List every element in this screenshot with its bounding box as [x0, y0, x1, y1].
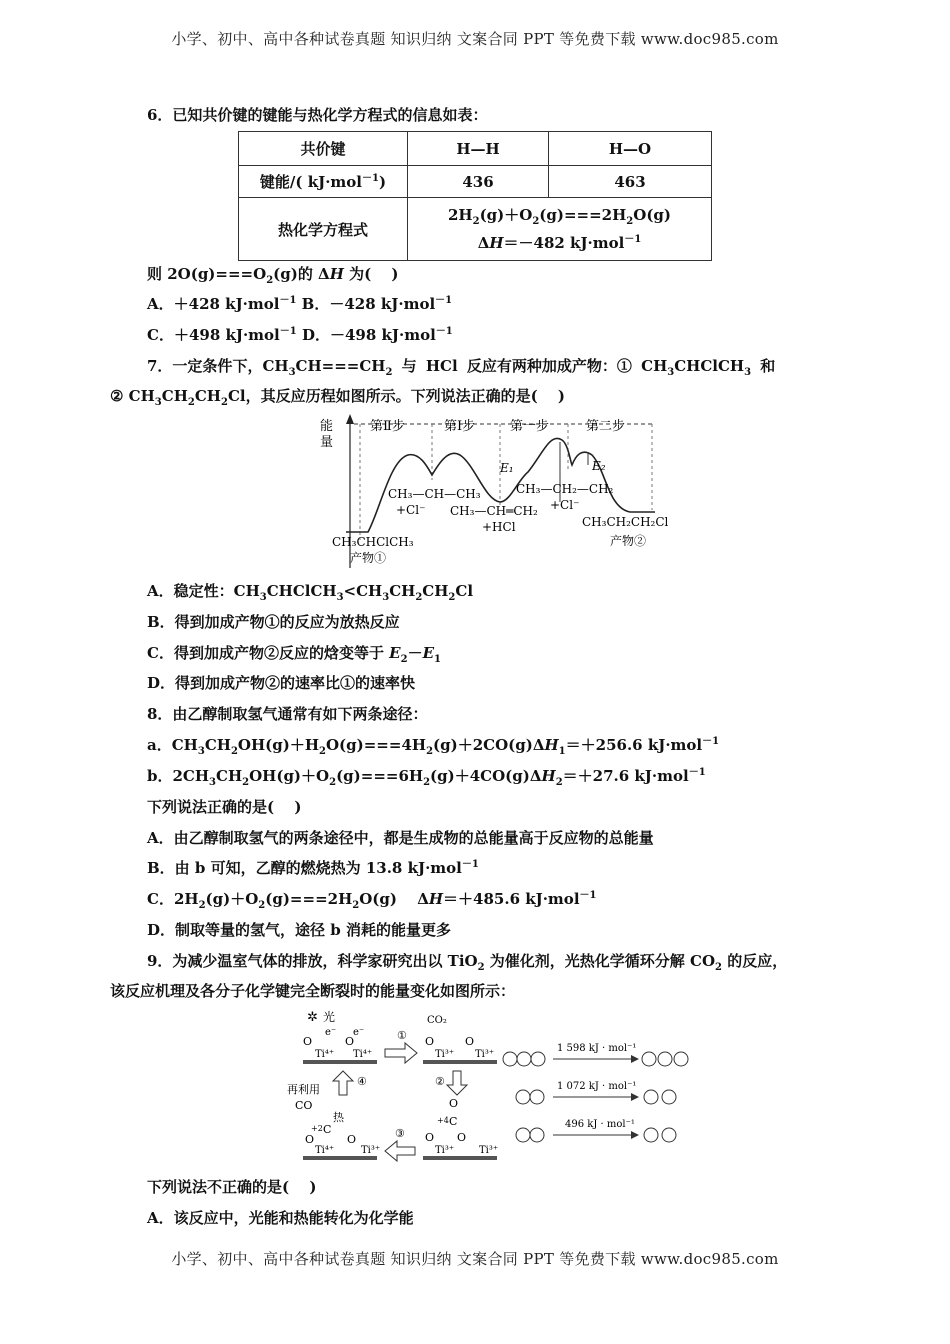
catalyst-surface-4	[303, 1156, 377, 1160]
y-axis-label-2: 量	[320, 435, 334, 450]
q7-option-a: A．稳定性：$CH_3CHClCH_3<CH_3CH_2CH_2Cl$	[147, 582, 474, 603]
step-label-1: 第Ⅰ步	[444, 419, 476, 434]
catalyst-surface-1	[303, 1060, 377, 1064]
y-axis-label-1: 能	[320, 419, 334, 434]
q7-option-c: C．得到加成产物②反应的焓变等于 $E_2-E_1$	[147, 644, 441, 665]
q8-equation-b: b．$2CH_3CH_2OH(g)+O_2(g)===6H_2(g)+4CO(g)\Delta H_2=+27.6$ kJ·mol$^{-1}$	[147, 767, 706, 788]
svg-text:496 kJ · mol⁻¹: 496 kJ · mol⁻¹	[565, 1119, 635, 1130]
heat-label: 热	[333, 1111, 344, 1124]
ti3-label-2: Ti³⁺	[475, 1049, 495, 1060]
ti3-label-1: Ti³⁺	[435, 1049, 455, 1060]
q8-option-a: A．由乙醇制取氢气的两条途径中，都是生成物的总能量高于反应物的总能量	[147, 829, 654, 847]
sun-icon: ✲	[307, 1010, 318, 1025]
step-3-label: ③	[395, 1127, 405, 1140]
electron-label-1: e⁻	[325, 1027, 337, 1038]
reuse-label: 再利用	[287, 1083, 320, 1096]
intermediate-1-cl: +Cl⁻	[396, 503, 426, 517]
product-2: CH₃CH₂CH₂Cl	[582, 515, 669, 529]
reactant: CH₃—CH═CH₂	[450, 504, 538, 518]
q9-question: 下列说法不正确的是( )	[147, 1178, 317, 1196]
svg-text:O: O	[345, 1035, 355, 1048]
catalyst-surface-2	[423, 1060, 497, 1064]
arrow-step-1	[385, 1043, 417, 1063]
ti3-label-3: Ti³⁺	[435, 1145, 455, 1156]
q6-options-ab: A．＋428 kJ·mol$^{-1}$ B．－428 kJ·mol$^{-1}$	[147, 295, 453, 313]
arrow-step-3	[385, 1141, 415, 1161]
svg-text:+2: +2	[311, 1124, 323, 1133]
table-cell-ho: 463	[549, 166, 712, 198]
co-label: CO	[295, 1099, 313, 1112]
svg-text:+4: +4	[437, 1116, 449, 1125]
step-1-label: ①	[397, 1029, 407, 1042]
q7-option-b: B．得到加成产物①的反应为放热反应	[147, 613, 400, 631]
svg-text:C: C	[449, 1115, 458, 1128]
ti4-label-3: Ti⁴⁺	[315, 1145, 335, 1156]
ti4-label-1: Ti⁴⁺	[315, 1049, 335, 1060]
q6-options-cd: C．＋498 kJ·mol$^{-1}$ D．－498 kJ·mol$^{-1}$	[147, 326, 453, 344]
q9-stem-line1: 9．为减少温室气体的排放，科学家研究出以 TiO$_2$ 为催化剂，光热化学循环分解 $CO_2$ 的反应，	[147, 952, 788, 973]
table-header-ho: H—O	[549, 132, 712, 166]
svg-text:O: O	[305, 1133, 315, 1146]
svg-text:O: O	[465, 1035, 475, 1048]
e2-label: E₂	[592, 459, 606, 473]
product-1: CH₃CHClCH₃	[332, 535, 414, 549]
table-row-energy-label: 键能/( kJ·mol$^{-1}$)	[239, 166, 408, 198]
step-4-label: ④	[357, 1075, 367, 1088]
reactant-hcl: +HCl	[482, 520, 516, 534]
svg-text:O: O	[425, 1035, 435, 1048]
product-2-label: 产物②	[610, 534, 647, 548]
co-bond-energy	[516, 1081, 676, 1104]
q7-option-d: D．得到加成产物②的速率比①的速率快	[147, 674, 416, 692]
ti3-label-5: Ti³⁺	[361, 1145, 381, 1156]
arrow-step-4	[333, 1071, 353, 1095]
co2-label: CO₂	[427, 1015, 447, 1026]
intermediate-2: CH₃—CH₂—CH₂	[516, 482, 614, 496]
table-row-equation-label: 热化学方程式	[239, 198, 408, 261]
y-axis-arrow	[346, 414, 354, 424]
electron-label-2: e⁻	[353, 1027, 365, 1038]
q7-stem-line1: 7．一定条件下，$CH_3CH===CH_2$ 与 HCl 反应有两种加成产物：① $CH_3CHClCH_3$ 和	[147, 357, 776, 378]
q8-option-d: D．制取等量的氢气，途径 b 消耗的能量更多	[147, 921, 451, 939]
q9-option-a: A．该反应中，光能和热能转化为化学能	[147, 1209, 414, 1227]
q6-stem: 6．已知共价键的键能与热化学方程式的信息如表：	[147, 106, 488, 124]
svg-text:O: O	[449, 1097, 459, 1110]
arrow-step-2	[447, 1071, 467, 1095]
svg-text:O: O	[303, 1035, 313, 1048]
ti4-label-2: Ti⁴⁺	[353, 1049, 373, 1060]
table-header-hh: H—H	[408, 132, 549, 166]
q7-stem-line2: ② $CH_3CH_2CH_2Cl$，其反应历程如图所示。下列说法正确的是( )	[110, 387, 565, 408]
q8-option-b: B．由 b 可知，乙醇的燃烧热为 13.8 kJ·mol$^{-1}$	[147, 859, 479, 877]
table-cell-equation: $2H_2(g)+O_2(g)===2H_2O(g)$ ΔH＝－482 kJ·mol$^{-1}$	[408, 198, 712, 261]
table-header-bond: 共价键	[239, 132, 408, 166]
svg-text:1 598 kJ · mol⁻¹: 1 598 kJ · mol⁻¹	[557, 1043, 637, 1054]
q6-question: 则 $2O(g)===O_2(g)$的 ΔH 为( )	[147, 265, 399, 286]
q8-option-c: C．$2H_2(g)+O_2(g)===2H_2O(g)$ ΔH＝＋485.6 kJ·mol$^{-1}$	[147, 890, 597, 911]
q7-energy-diagram	[310, 410, 690, 575]
step-label-second: 第二步	[586, 419, 626, 434]
q8-stem: 8．由乙醇制取氢气通常有如下两条途径：	[147, 705, 428, 723]
svg-text:O: O	[347, 1133, 357, 1146]
bond-energy-table	[238, 131, 712, 261]
page-header: 小学、初中、高中各种试卷真题 知识归纳 文案合同 PPT 等免费下载 www.doc985.com	[171, 30, 779, 48]
q8-equation-a: a．$CH_3CH_2OH(g)+H_2O(g)===4H_2(g)+2CO(g)\Delta H_1=+256.6$ kJ·mol$^{-1}$	[147, 736, 720, 757]
ti3-label-4: Ti³⁺	[479, 1145, 499, 1156]
q9-mechanism-diagram	[285, 1005, 705, 1170]
svg-text:C: C	[323, 1123, 332, 1136]
svg-text:O: O	[457, 1131, 467, 1144]
page-footer: 小学、初中、高中各种试卷真题 知识归纳 文案合同 PPT 等免费下载 www.doc985.com	[171, 1250, 779, 1268]
step-label-first: 第一步	[510, 419, 550, 434]
svg-text:1 072 kJ · mol⁻¹: 1 072 kJ · mol⁻¹	[557, 1081, 637, 1092]
e1-label: E₁	[500, 461, 514, 475]
q8-question: 下列说法正确的是( )	[147, 798, 302, 816]
intermediate-2-cl: +Cl⁻	[550, 498, 580, 512]
step-2-label: ②	[435, 1075, 445, 1088]
table-cell-hh: 436	[408, 166, 549, 198]
product-1-label: 产物①	[350, 551, 387, 565]
svg-text:O: O	[425, 1131, 435, 1144]
intermediate-1: CH₃—CH—CH₃	[388, 487, 481, 501]
light-label: 光	[323, 1010, 336, 1024]
step-label-2: 第Ⅱ步	[370, 419, 405, 434]
q9-stem-line2: 该反应机理及各分子化学键完全断裂时的能量变化如图所示：	[110, 982, 516, 1000]
catalyst-surface-3	[423, 1156, 497, 1160]
o2-bond-energy	[516, 1119, 676, 1142]
co2-bond-energy	[503, 1043, 688, 1066]
